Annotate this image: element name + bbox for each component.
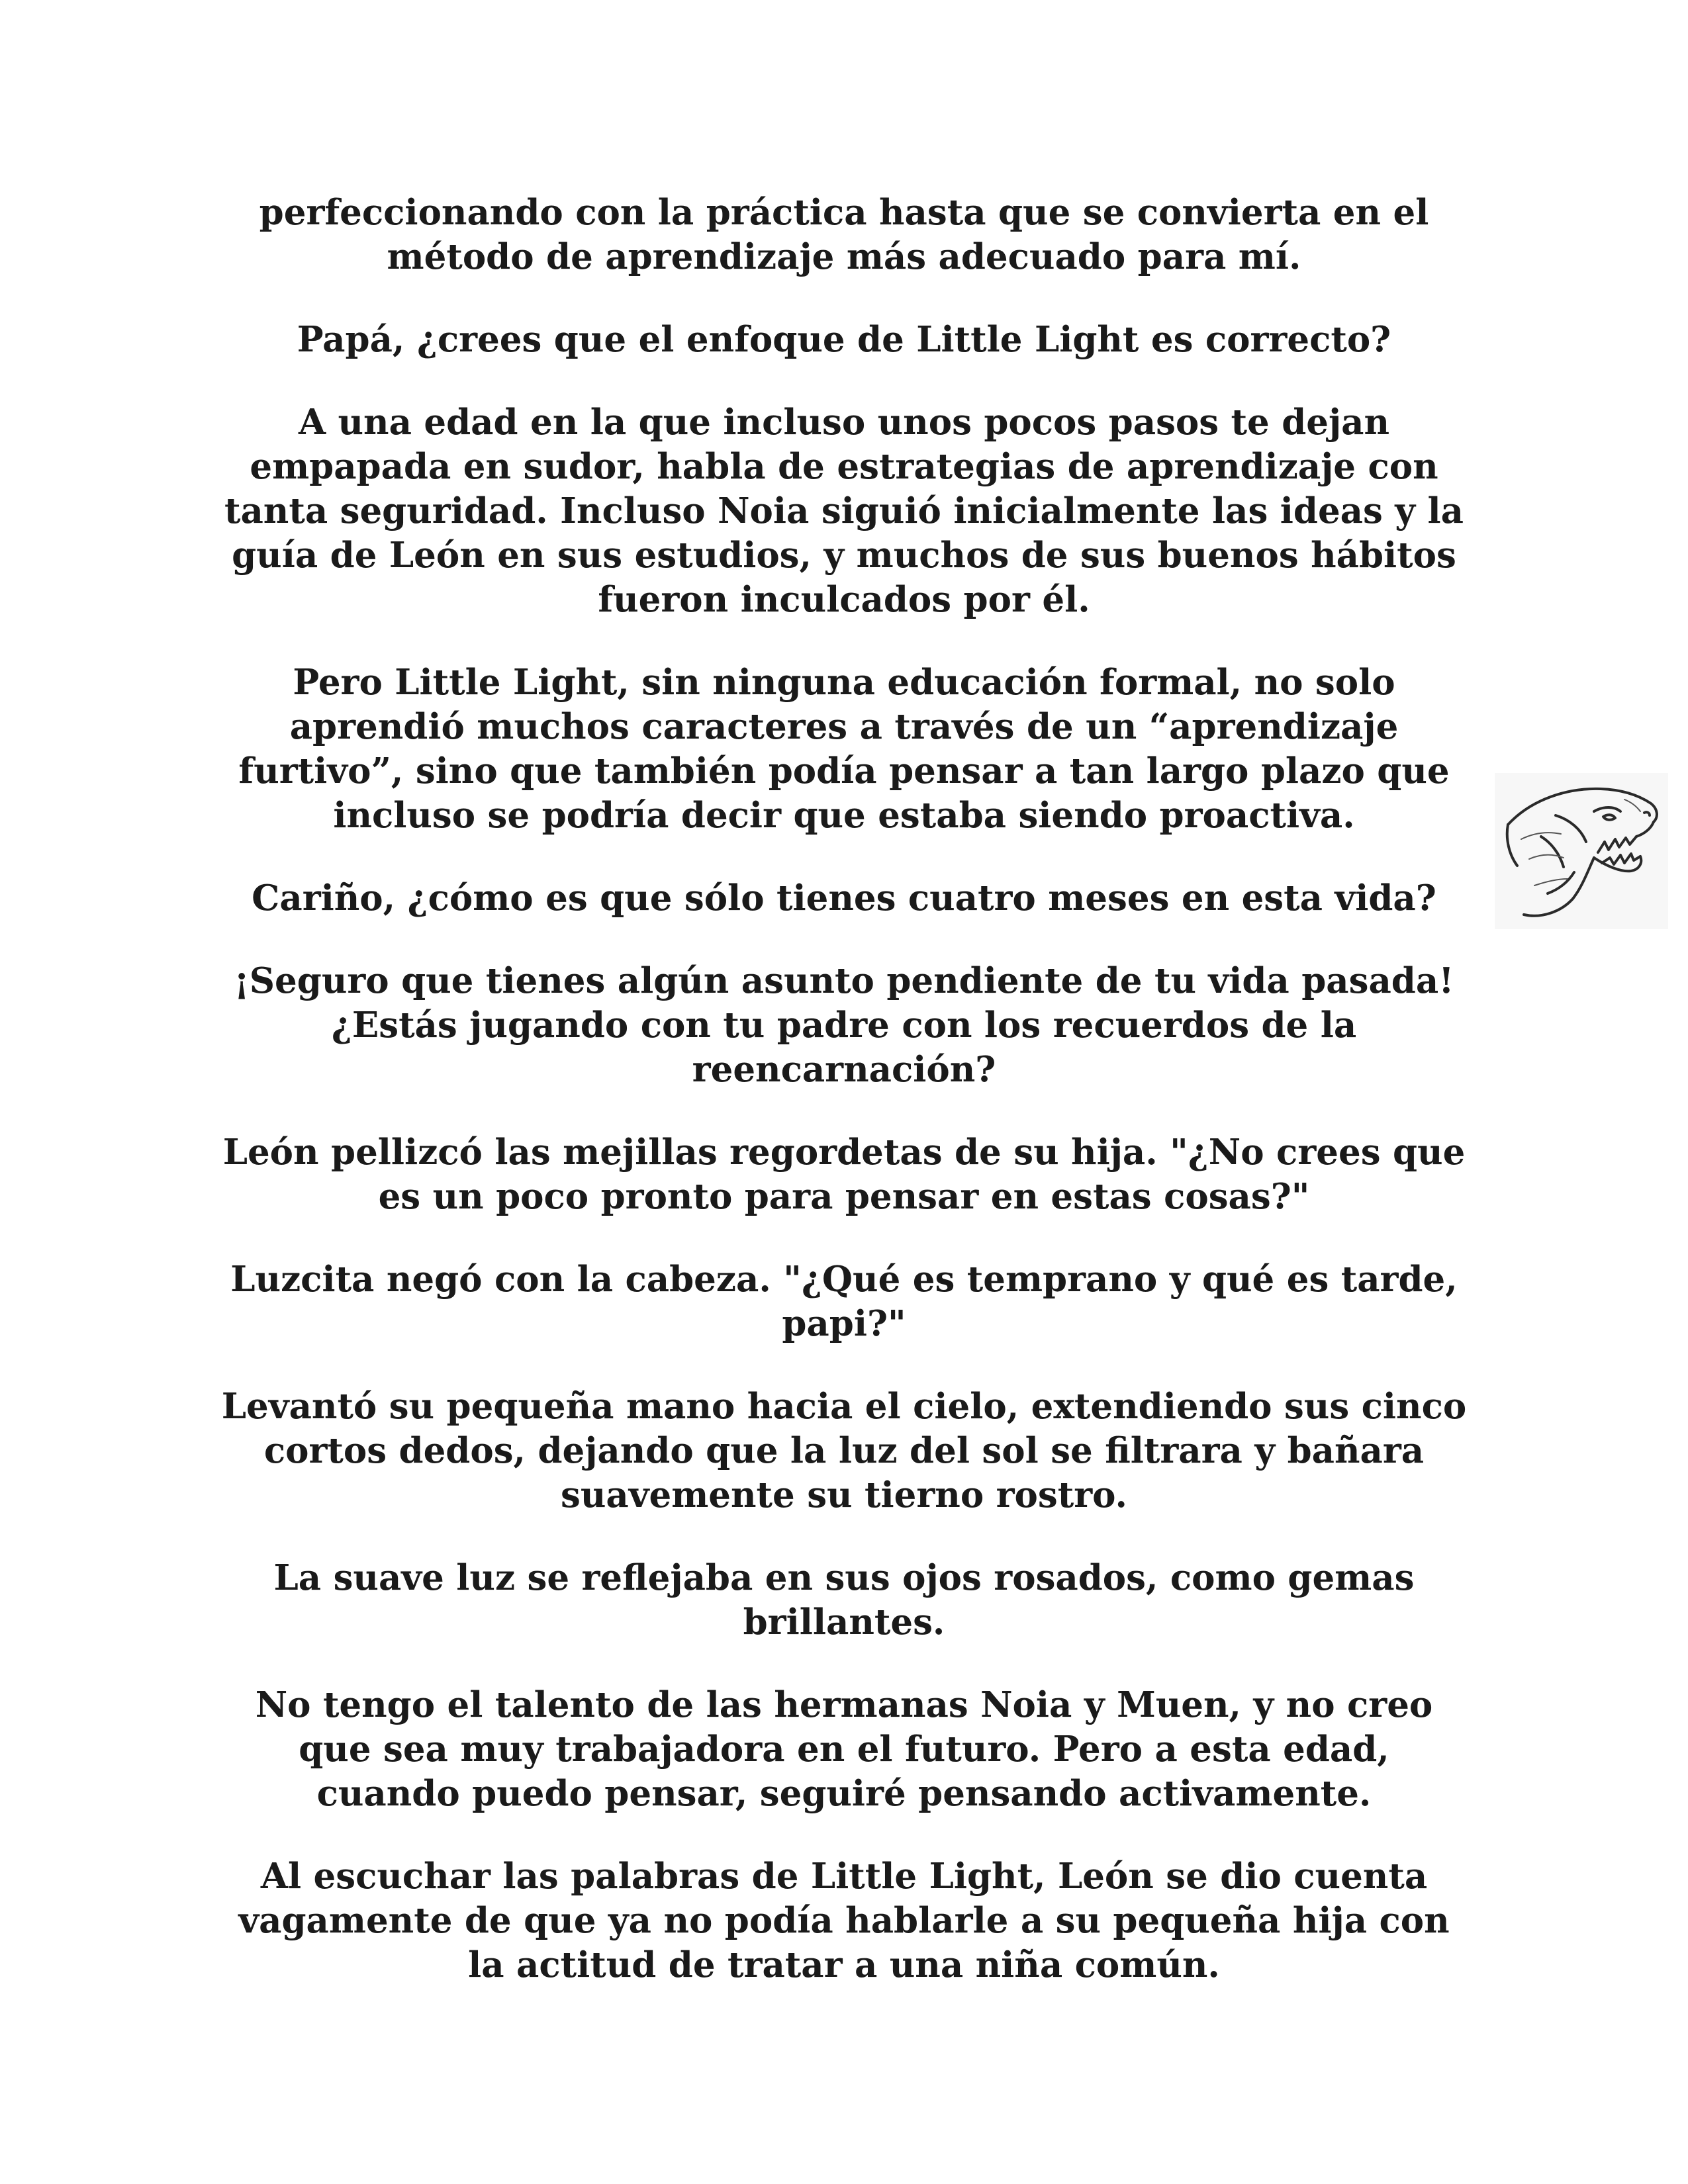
- paragraph-12: [218, 1854, 1470, 1987]
- paragraph-4: [218, 660, 1470, 838]
- paragraph-11: [218, 1683, 1470, 1816]
- text-line: Luzcita negó con la cabeza. "¿Qué es temprano y qué es tarde,: [230, 1259, 1458, 1300]
- text-line: es un poco pronto para pensar en estas cosas?": [378, 1176, 1310, 1217]
- logo-background: [1495, 773, 1668, 929]
- paragraph-6: [218, 959, 1470, 1092]
- text-line: empapada en sudor, habla de estrategias de aprendizaje con: [250, 446, 1438, 487]
- paragraph-9: [218, 1385, 1470, 1518]
- text-line: incluso se podría decir que estaba siendo proactiva.: [333, 795, 1355, 836]
- text-line: furtivo”, sino que también podía pensar a tan largo plazo que: [238, 751, 1450, 792]
- text-line: brillantes.: [743, 1602, 945, 1643]
- text-line: la actitud de tratar a una niña común.: [468, 1944, 1220, 1985]
- text-line: León pellizcó las mejillas regordetas de su hija. "¿No crees que: [222, 1132, 1466, 1173]
- text-line: Pero Little Light, sin ninguna educación formal, no solo: [293, 662, 1395, 703]
- paragraph-5: [218, 876, 1470, 921]
- text-line: suavemente su tierno rostro.: [560, 1475, 1128, 1516]
- document-body: [218, 191, 1470, 2026]
- text-line: Levantó su pequeña mano hacia el cielo, extendiendo sus cinco: [221, 1386, 1467, 1427]
- text-line: aprendió muchos caracteres a través de un “aprendizaje: [289, 706, 1399, 747]
- text-line: cuando puedo pensar, seguiré pensando activamente.: [316, 1773, 1372, 1814]
- text-line: papi?": [782, 1303, 906, 1344]
- text-line: cortos dedos, dejando que la luz del sol se filtrara y bañara: [263, 1430, 1425, 1471]
- text-line: guía de León en sus estudios, y muchos de sus buenos hábitos: [232, 535, 1456, 576]
- paragraph-7: [218, 1130, 1470, 1219]
- text-line: perfeccionando con la práctica hasta que se convierta en el: [259, 192, 1429, 233]
- text-line: método de aprendizaje más adecuado para mí.: [387, 236, 1301, 277]
- paragraph-1: [218, 191, 1470, 279]
- text-line: tanta seguridad. Incluso Noia siguió inicialmente las ideas y la: [224, 490, 1464, 531]
- text-line: vagamente de que ya no podía hablarle a su pequeña hija con: [238, 1900, 1450, 1941]
- text-line: Al escuchar las palabras de Little Light, León se dio cuenta: [260, 1856, 1428, 1897]
- dinosaur-head-icon: [1495, 773, 1668, 929]
- text-line: ¡Seguro que tienes algún asunto pendiente de tu vida pasada!: [234, 960, 1454, 1001]
- text-line: fueron inculcados por él.: [598, 579, 1090, 620]
- paragraph-3: [218, 400, 1470, 622]
- text-line: reencarnación?: [692, 1049, 996, 1090]
- text-line: La suave luz se reflejaba en sus ojos rosados, como gemas: [273, 1557, 1415, 1598]
- paragraph-8: [218, 1257, 1470, 1346]
- text-line: No tengo el talento de las hermanas Noia y Muen, y no creo: [255, 1684, 1433, 1725]
- paragraph-10: [218, 1556, 1470, 1645]
- text-line: A una edad en la que incluso unos pocos pasos te dejan: [298, 402, 1390, 443]
- text-line: Papá, ¿crees que el enfoque de Little Light es correcto?: [297, 319, 1391, 360]
- text-line: que sea muy trabajadora en el futuro. Pero a esta edad,: [299, 1729, 1389, 1770]
- text-line: ¿Estás jugando con tu padre con los recuerdos de la: [331, 1005, 1357, 1046]
- text-line: Cariño, ¿cómo es que sólo tienes cuatro meses en esta vida?: [252, 878, 1436, 919]
- paragraph-2: [218, 318, 1470, 362]
